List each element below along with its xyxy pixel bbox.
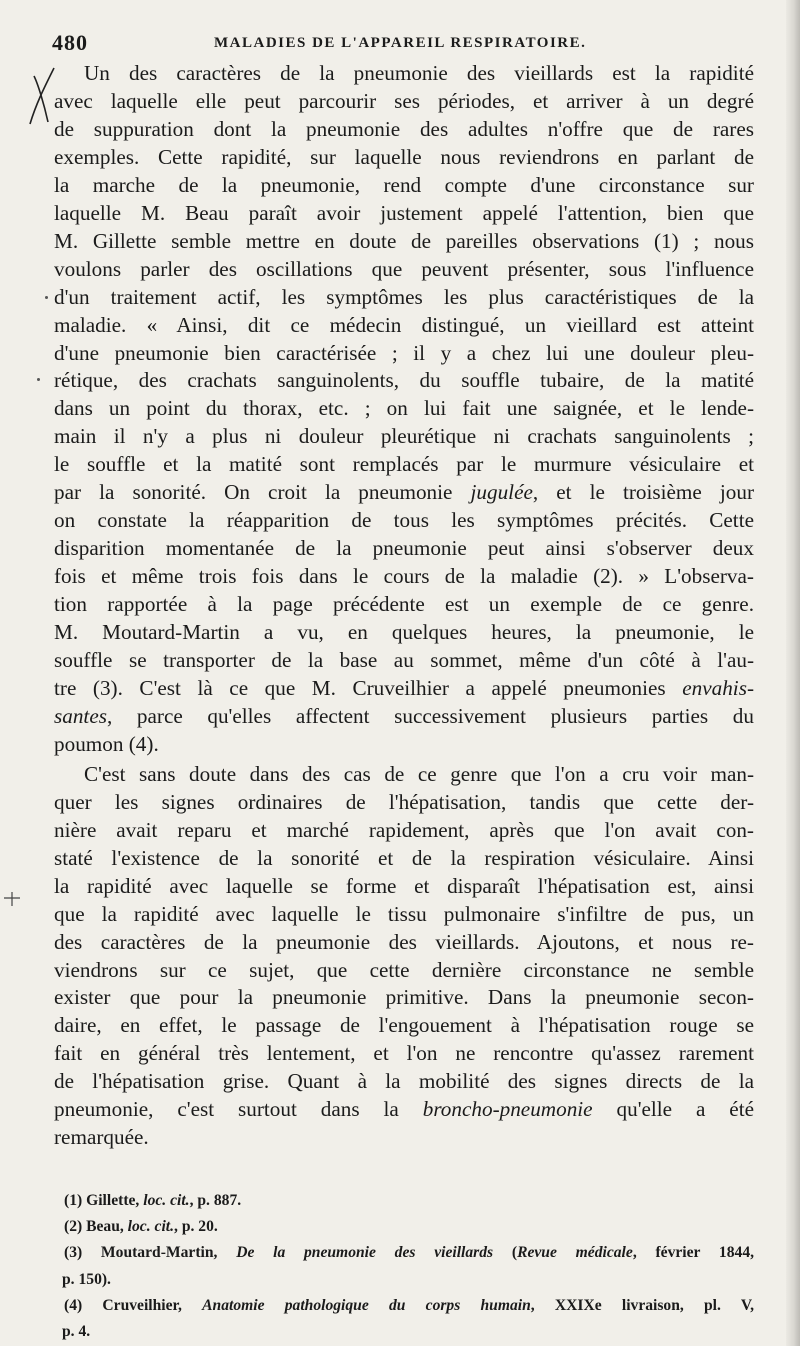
text-line: voulons parler des oscillations que peuvent présenter, sous l'influence [54, 256, 754, 281]
text-line: M. Gillette semble mettre en doute de pareilles observations (1) ; nous [54, 228, 754, 253]
footnote-1 [64, 1188, 754, 1214]
text-line: daire, en effet, le passage de l'engouement à l'hépatisation rouge se [54, 1013, 754, 1038]
footnote-2 [64, 1214, 754, 1240]
footnote-text: , février 1844, [632, 1244, 755, 1262]
page-number: 480 [52, 30, 88, 55]
text-line: nière avait reparu et marché rapidement, après que l'on avait con- [54, 817, 754, 842]
text-line: M. Moutard-Martin a vu, en quelques heures, la pneumonie, le [54, 620, 754, 645]
footnote-3 [64, 1240, 754, 1266]
text-line: Un des caractères de la pneumonie des vieillards est la rapidité [84, 61, 754, 85]
text-segment: , et le troisième jour [532, 480, 754, 505]
footnote-text: , p. 20. [174, 1218, 218, 1236]
footnote-text: (1) Gillette, [64, 1192, 144, 1209]
footnote-4-continuation: p. 4. [62, 1323, 91, 1341]
text-line: fait en général très lentement, et l'on ne rencontre qu'assez rarement [54, 1041, 754, 1066]
text-line-mixed [54, 703, 754, 731]
text-line: C'est sans doute dans des cas de ce genre que l'on a cru voir man- [84, 761, 754, 786]
footnote-4 [64, 1293, 754, 1319]
text-line: exemples. Cette rapidité, sur laquelle nous reviendrons en parlant de [54, 144, 754, 169]
italic-term: envahis- [682, 675, 754, 700]
text-segment: pneumonie, c'est surtout dans la [54, 1097, 423, 1122]
footnote-text: (4) Cruveilhier, [64, 1296, 203, 1314]
text-line: viendrons sur ce sujet, que cette dernière circonstance ne semble [54, 957, 754, 982]
text-line: exister que pour la pneumonie primitive. Dans la pneumonie secon- [54, 985, 754, 1010]
footnote-text: , XXIXe livraison, pl. V, [530, 1296, 754, 1314]
italic-term: santes [54, 703, 107, 728]
text-line: on constate la réapparition de tous les symptômes précités. Cette [54, 508, 754, 533]
text-line: poumon (4). [54, 731, 159, 756]
footnote-italic: Revue médicale [517, 1244, 633, 1262]
text-line: que la rapidité avec laquelle le tissu pulmonaire s'infiltre de pus, un [54, 901, 754, 926]
margin-dot [37, 378, 40, 381]
margin-dot [45, 296, 48, 299]
handwritten-cross-mark-icon [2, 888, 22, 908]
footnote-italic: De la pneumonie des vieillards [236, 1244, 494, 1262]
text-line: tion rapportée à la page précédente est un exemple de ce genre. [54, 592, 754, 617]
text-line: dans un point du thorax, etc. ; on lui fait une saignée, et le lende- [54, 396, 754, 421]
text-line: la marche de la pneumonie, rend compte d'une circonstance sur [54, 172, 754, 197]
text-line: quer les signes ordinaires de l'hépatisation, tandis que cette der- [54, 789, 754, 814]
paragraph-2 [54, 761, 754, 1152]
text-line: laquelle M. Beau paraît avoir justement appelé l'attention, bien que [54, 200, 754, 225]
text-line-mixed [54, 675, 754, 703]
text-line: souffle se transporter de la base au sommet, même d'un côté à l'au- [54, 648, 754, 673]
text-line: disparition momentanée de la pneumonie peut ainsi s'observer deux [54, 536, 754, 561]
text-line: fois et même trois fois dans le cours de la maladie (2). » L'observa- [54, 564, 754, 589]
page-edge-shadow [786, 0, 800, 1346]
footnotes [64, 1188, 754, 1345]
italic-term: jugulée [470, 480, 533, 505]
text-line: avec laquelle elle peut parcourir ses périodes, et arriver à un degré [54, 88, 754, 113]
text-line: main il n'y a plus ni douleur pleurétique ni crachats sanguinolents ; [54, 424, 754, 449]
footnote-text: (2) Beau, [64, 1218, 128, 1236]
text-line: la rapidité avec laquelle se forme et disparaît l'hépatisation est, ainsi [54, 873, 754, 898]
text-line: rétique, des crachats sanguinolents, du souffle tubaire, de la matité [54, 368, 754, 393]
text-line: d'une pneumonie bien caractérisée ; il y a chez lui une douleur pleu- [54, 340, 754, 365]
footnote-italic: Anatomie pathologique du corps humain [202, 1296, 531, 1314]
text-segment: , parce qu'elles affectent successivement plusieurs parties du [106, 703, 754, 728]
text-line: staté l'existence de la sonorité et de la respiration vésiculaire. Ainsi [54, 845, 754, 870]
text-line: le souffle et la matité sont remplacés par le murmure vésiculaire et [54, 452, 754, 477]
text-segment: par la sonorité. On croit la pneumonie [54, 480, 471, 505]
footnote-italic: loc. cit. [127, 1218, 175, 1236]
text-line: d'un traitement actif, les symptômes les plus caractéristiques de la [54, 284, 754, 309]
text-line: remarquée. [54, 1125, 149, 1150]
text-line-mixed [54, 479, 754, 507]
footnote-text: , p. 887. [189, 1192, 242, 1209]
page-header [52, 30, 752, 58]
footnote-italic: loc. cit. [143, 1192, 190, 1209]
italic-term: broncho-pneumonie [422, 1097, 593, 1122]
text-line: des caractères de la pneumonie des vieillards. Ajoutons, et nous re- [54, 929, 754, 954]
running-head: MALADIES DE L'APPAREIL RESPIRATOIRE. [214, 35, 587, 51]
footnote-text: ( [493, 1244, 518, 1262]
text-segment: tre (3). C'est là ce que M. Cruveilhier a appelé pneumonies [54, 675, 683, 700]
text-segment: qu'elle a été [592, 1097, 755, 1122]
text-line: de suppuration dont la pneumonie des adultes n'offre que de rares [54, 116, 754, 141]
text-line: de l'hépatisation grise. Quant à la mobilité des signes directs de la [54, 1069, 754, 1094]
footnote-3-continuation: p. 150). [62, 1270, 111, 1288]
text-line: maladie. « Ainsi, dit ce médecin distingué, un vieillard est atteint [54, 312, 754, 337]
footnote-text: (3) Moutard-Martin, [64, 1244, 237, 1262]
paragraph-1 [54, 60, 754, 759]
body-text [54, 60, 754, 1152]
text-line-mixed [54, 1096, 754, 1124]
